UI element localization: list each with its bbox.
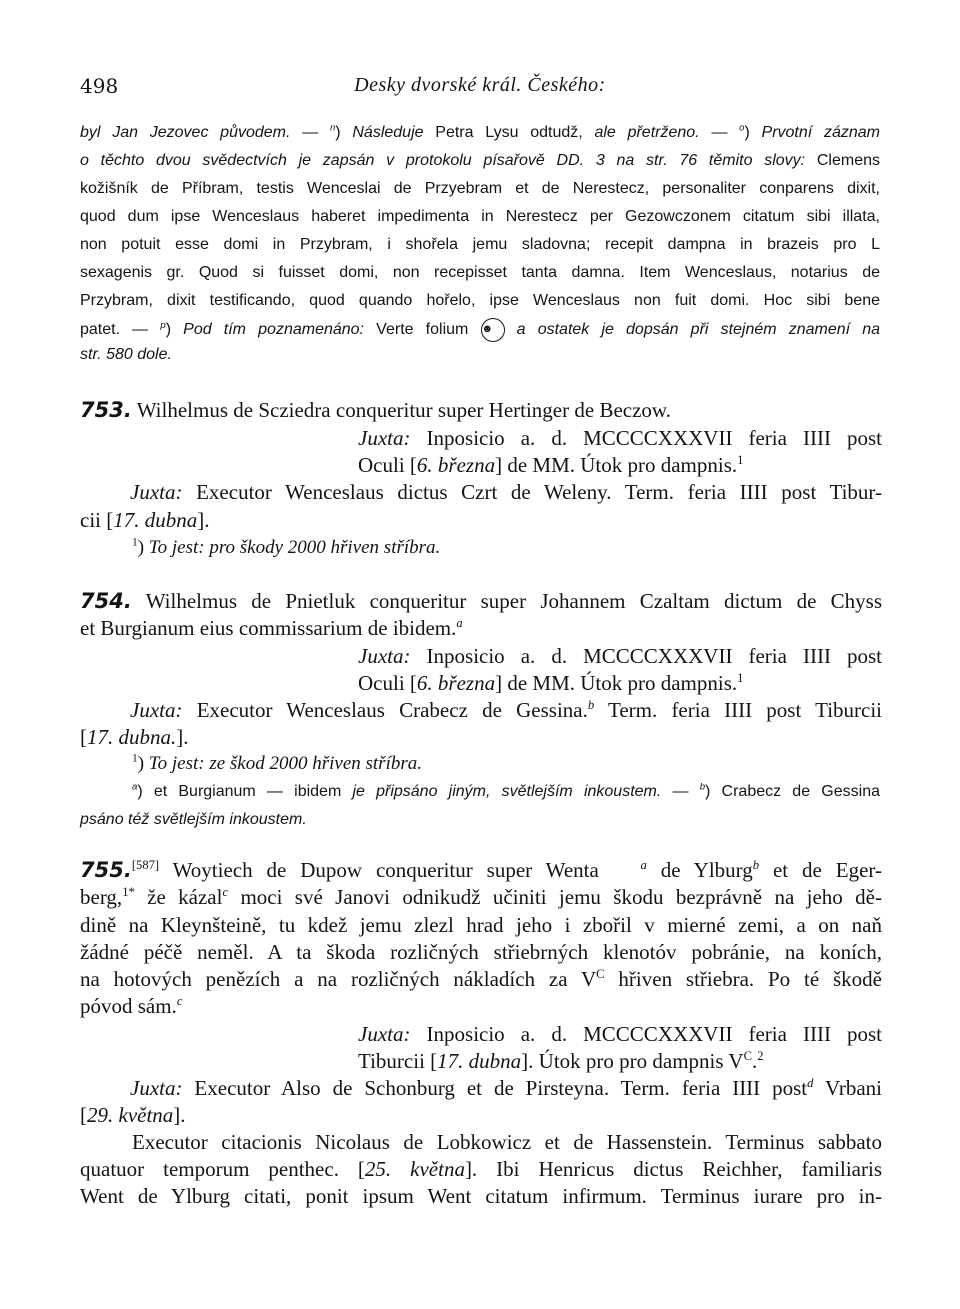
juxta-line: Oculi [6. března] de MM. Útok pro dampnis.$^1$ — [358, 671, 744, 695]
textual-note: $^a$) et Burgianum — ibidem je připsáno jiným, světlejším inkoustem. — $^b$) Crabecz de Gessina — [132, 781, 880, 800]
juxta-line: Juxta: Executor Wenceslaus dictus Czrt de Weleny. Term. feria IIII post Tibur- — [130, 480, 883, 504]
entry-line: 755.[587] Woytiech de Dupow conqueritur super Wenta $^a$ de Ylburg$^b$ et de Eger- — [80, 858, 882, 882]
page-header — [80, 74, 880, 104]
executor-line: Executor citacionis Nicolaus de Lobkowicz et de Hassenstein. Terminus sabbato — [132, 1130, 882, 1154]
juxta-line: [29. května]. — [80, 1103, 186, 1127]
note-line: quod dum ipse Wenceslaus haberet impedimenta in Nerestecz per Gezowczonem citatum sibi illata, — [80, 208, 880, 225]
juxta-line: Juxta: Executor Also de Schonburg et de Pirsteyna. Term. feria IIII post$^d$ Vrbani — [130, 1076, 883, 1100]
juxta-line: Oculi [6. března] de MM. Útok pro dampnis.$^1$ — [358, 453, 744, 477]
juxta-line: Juxta: Inposicio a. d. MCCCCXXXVII feria IIII post — [358, 1022, 882, 1046]
entry-line: berg,$^{1*}$ že kázal$^c$ moci své Janovi odnikudž učiniti jemu škodu bezprávně na jeho dě- — [80, 885, 882, 909]
entry-line: na hotových penězích a na rozličných nákladích za $V^C$ hřiven střiebra. Po té škodě — [80, 967, 882, 991]
juxta-line: Juxta: Inposicio a. d. MCCCCXXXVII feria IIII post — [358, 644, 882, 668]
folio-marker: [587] — [131, 858, 160, 872]
running-title: Desky dvorské král. Českého: — [354, 74, 606, 96]
note-line: patet. — $^p$) Pod tím poznamenáno: Verte folium ☻ a ostatek je dopsán při stejném znamení na — [80, 318, 880, 342]
note-line: kožišník de Příbram, testis Wenceslai de Przyebram et de Nerestecz, personaliter conparens dixit, — [80, 180, 880, 197]
note-line: Przybram, dixit testificando, quod quando hořelo, ipse Wenceslaus non fuit domi. Hoc sibi bene — [80, 292, 880, 309]
entry-line: póvod sám.$^c$ — [80, 994, 183, 1018]
juxta-line: cii [17. dubna]. — [80, 508, 210, 532]
executor-line: quatuor temporum penthec. [25. května]. Ibi Henricus dictus Reichher, familiaris — [80, 1157, 882, 1181]
entry-title: 753. Wilhelmus de Scziedra conqueritur super Hertinger de Beczow. — [80, 398, 671, 422]
entry-line: žádné péčě neměl. A ta škoda rozličných střiebrných klenotóv pobránie, na koních, — [80, 940, 882, 964]
footnote: $^1$) To jest: ze škod 2000 hřiven stříbra. — [132, 752, 422, 774]
note-line: o těchto dvou svědectvích je zapsán v protokolu písařově DD. 3 na str. 76 těmito slovy: Clemens — [80, 152, 881, 169]
executor-line: Went de Ylburg citati, ponit ipsum Went citatum infirmum. Terminus iurare pro in- — [80, 1184, 882, 1208]
entry-number: 753. — [80, 398, 132, 422]
entry-title: et Burgianum eius commissarium de ibidem.$^a$ — [80, 616, 463, 640]
circled-sign-icon: ☻ — [481, 318, 505, 342]
note-line: non potuit esse domi in Przybram, i shořela jemu sladovna; recepit dampna in brazeis pro L — [80, 236, 880, 253]
entry-title: 754. Wilhelmus de Pnietluk conqueritur super Johannem Czaltam dictum de Chyss — [80, 589, 882, 613]
juxta-line: Juxta: Inposicio a. d. MCCCCXXXVII feria IIII post — [358, 426, 882, 450]
juxta-line: Tiburcii [17. dubna]. Útok pro pro dampnis $V^C.^2$ — [358, 1049, 764, 1073]
footnote: $^1$) To jest: pro škody 2000 hřiven stříbra. — [132, 536, 441, 558]
juxta-line: [17. dubna.]. — [80, 725, 189, 749]
entry-line: dině na Kleynšteině, tu kdež jemu zlezl hrad jeho i zbořil v mierné zemi, a on naň — [80, 913, 882, 937]
note-line: str. 580 dole. — [80, 346, 172, 363]
page-number: 498 — [80, 74, 119, 98]
note-line: byl Jan Jezovec původem. — $^n$) Následuje Petra Lysu odtudž, ale přetrženo. — $^o$) Prvotní záznam — [80, 122, 880, 141]
juxta-line: Juxta: Executor Wenceslaus Crabecz de Gessina.$^b$ Term. feria IIII post Tiburcii — [130, 698, 883, 722]
textual-note: psáno též světlejším inkoustem. — [80, 811, 307, 828]
entry-number: 754. — [80, 589, 132, 613]
note-line: sexagenis gr. Quod si fuisset domi, non recepisset tanta damna. Item Wenceslaus, notarius de — [80, 264, 880, 281]
entry-number: 755. — [80, 858, 132, 882]
